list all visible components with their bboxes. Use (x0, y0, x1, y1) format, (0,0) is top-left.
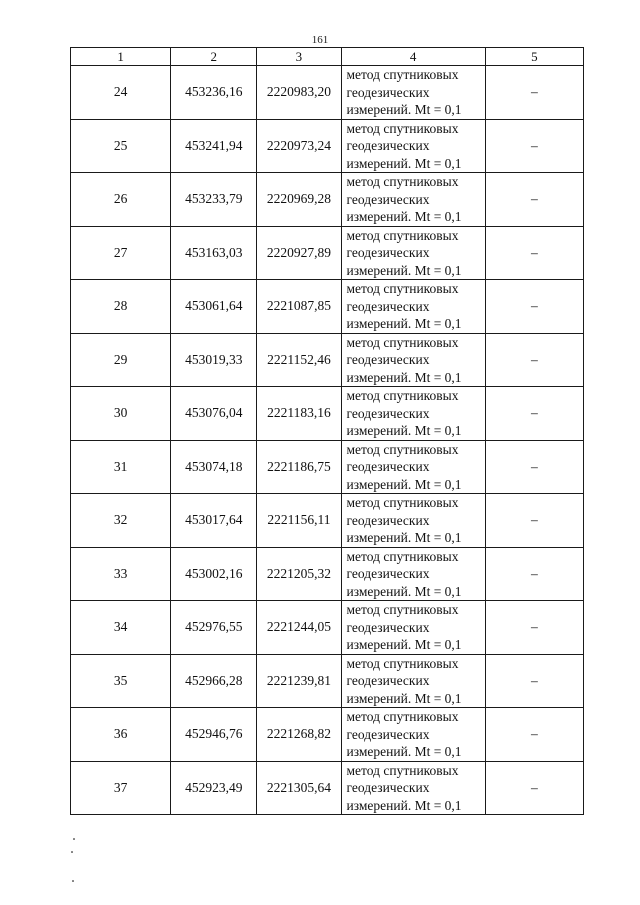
method-text-line: метод спутниковых (346, 388, 459, 403)
point-number-cell: 24 (71, 66, 171, 120)
method-text-line: метод спутниковых (346, 120, 459, 136)
method-text-line: геодезических (346, 566, 430, 581)
note-cell: – (485, 654, 583, 708)
method-text-line: измерений. Mt = 0,1 (346, 262, 462, 278)
table-row (71, 440, 584, 494)
method-text-line: измерений. Mt = 0,1 (346, 476, 462, 492)
method-cell (341, 119, 485, 173)
x-coordinate-cell: 453061,64 (171, 280, 257, 334)
point-number-cell: 25 (71, 119, 171, 173)
y-coordinate-cell: 2221239,81 (257, 654, 341, 708)
note-cell: – (485, 547, 583, 601)
method-text-line: геодезических (346, 512, 430, 528)
point-number-cell: 32 (71, 494, 171, 548)
y-coordinate-cell: 2221205,32 (257, 547, 341, 601)
y-coordinate-cell: 2221305,64 (257, 761, 341, 815)
y-coordinate-cell: 2220983,20 (257, 66, 341, 120)
table-row (71, 387, 584, 441)
table-row (71, 66, 584, 120)
x-coordinate-cell: 453076,04 (171, 387, 257, 441)
y-coordinate-cell: 2220973,24 (257, 119, 341, 173)
point-number-cell: 34 (71, 601, 171, 655)
method-text-line: метод спутниковых (346, 655, 459, 671)
method-text-line: метод спутниковых (346, 281, 459, 296)
x-coordinate-cell: 452946,76 (171, 708, 257, 762)
method-text-line: геодезических (346, 298, 430, 314)
method-text-line: метод спутниковых (346, 334, 459, 350)
x-coordinate-cell: 452976,55 (171, 601, 257, 655)
method-cell (341, 173, 485, 227)
method-text-line: метод спутниковых (346, 548, 459, 564)
x-coordinate-cell: 452923,49 (171, 761, 257, 815)
method-text-line: метод спутниковых (346, 709, 459, 724)
method-text-line: метод спутниковых (346, 441, 459, 457)
note-cell: – (485, 761, 583, 815)
method-text-line: геодезических (346, 138, 430, 153)
page-number: 161 (311, 34, 329, 46)
note-cell: – (485, 708, 583, 762)
column-header-5: 5 (485, 48, 583, 66)
table-row (71, 601, 584, 655)
note-cell: – (485, 601, 583, 655)
y-coordinate-cell: 2221087,85 (257, 280, 341, 334)
method-cell (341, 547, 485, 601)
x-coordinate-cell: 453074,18 (171, 440, 257, 494)
note-cell: – (485, 387, 583, 441)
method-text-line: метод спутниковых (346, 227, 459, 243)
table-row (71, 226, 584, 280)
table-row (71, 708, 584, 762)
point-number-cell: 29 (71, 333, 171, 387)
method-text-line: геодезических (346, 84, 430, 100)
x-coordinate-cell: 453236,16 (171, 66, 257, 120)
method-text-line: метод спутниковых (346, 67, 459, 82)
table-row (71, 547, 584, 601)
note-cell: – (485, 119, 583, 173)
column-header-1: 1 (71, 48, 171, 66)
method-text-line: измерений. Mt = 0,1 (346, 155, 462, 171)
x-coordinate-cell: 453019,33 (171, 333, 257, 387)
column-header-4: 4 (341, 48, 485, 66)
scan-speck (72, 880, 74, 882)
table-row (71, 761, 584, 815)
table-row (71, 494, 584, 548)
y-coordinate-cell: 2221244,05 (257, 601, 341, 655)
x-coordinate-cell: 453241,94 (171, 119, 257, 173)
method-text-line: метод спутниковых (346, 762, 459, 778)
method-text-line: измерений. Mt = 0,1 (346, 637, 462, 652)
point-number-cell: 27 (71, 226, 171, 280)
x-coordinate-cell: 453163,03 (171, 226, 257, 280)
y-coordinate-cell: 2221183,16 (257, 387, 341, 441)
table-body (71, 66, 584, 815)
column-header-2: 2 (171, 48, 257, 66)
method-cell (341, 66, 485, 120)
table-row (71, 654, 584, 708)
method-text-line: измерений. Mt = 0,1 (346, 744, 462, 759)
method-cell (341, 601, 485, 655)
header-row (71, 48, 584, 66)
method-text-line: измерений. Mt = 0,1 (346, 583, 462, 599)
table-row (71, 119, 584, 173)
scan-speck (71, 851, 73, 853)
method-cell (341, 387, 485, 441)
method-text-line: геодезических (346, 191, 430, 207)
method-text-line: геодезических (346, 245, 430, 260)
method-text-line: метод спутниковых (346, 174, 459, 189)
y-coordinate-cell: 2220969,28 (257, 173, 341, 227)
method-text-line: измерений. Mt = 0,1 (346, 423, 462, 438)
method-text-line: измерений. Mt = 0,1 (346, 369, 462, 385)
method-text-line: геодезических (346, 459, 430, 474)
table-row (71, 173, 584, 227)
method-cell (341, 280, 485, 334)
table-row (71, 280, 584, 334)
point-number-cell: 28 (71, 280, 171, 334)
note-cell: – (485, 494, 583, 548)
note-cell: – (485, 66, 583, 120)
method-text-line: геодезических (346, 352, 430, 367)
table-row (71, 333, 584, 387)
coordinates-table (70, 47, 584, 815)
method-cell (341, 440, 485, 494)
method-text-line: геодезических (346, 619, 430, 635)
point-number-cell: 26 (71, 173, 171, 227)
scan-speck (73, 838, 75, 840)
method-text-line: метод спутниковых (346, 495, 459, 510)
method-cell (341, 654, 485, 708)
table-header (71, 48, 584, 66)
method-text-line: геодезических (346, 780, 430, 795)
point-number-cell: 35 (71, 654, 171, 708)
method-cell (341, 226, 485, 280)
method-cell (341, 761, 485, 815)
point-number-cell: 31 (71, 440, 171, 494)
note-cell: – (485, 333, 583, 387)
method-text-line: геодезических (346, 673, 430, 688)
note-cell: – (485, 280, 583, 334)
y-coordinate-cell: 2221152,46 (257, 333, 341, 387)
method-text-line: измерений. Mt = 0,1 (346, 690, 462, 706)
method-cell (341, 708, 485, 762)
x-coordinate-cell: 453017,64 (171, 494, 257, 548)
column-header-3: 3 (257, 48, 341, 66)
method-text-line: геодезических (346, 726, 430, 742)
method-text-line: геодезических (346, 405, 430, 421)
method-cell (341, 333, 485, 387)
method-text-line: измерений. Mt = 0,1 (346, 102, 462, 117)
method-text-line: метод спутниковых (346, 602, 459, 617)
point-number-cell: 36 (71, 708, 171, 762)
y-coordinate-cell: 2221268,82 (257, 708, 341, 762)
method-text-line: измерений. Mt = 0,1 (346, 530, 462, 545)
y-coordinate-cell: 2221186,75 (257, 440, 341, 494)
note-cell: – (485, 173, 583, 227)
y-coordinate-cell: 2221156,11 (257, 494, 341, 548)
x-coordinate-cell: 453002,16 (171, 547, 257, 601)
x-coordinate-cell: 452966,28 (171, 654, 257, 708)
method-text-line: измерений. Mt = 0,1 (346, 209, 462, 224)
note-cell: – (485, 440, 583, 494)
point-number-cell: 30 (71, 387, 171, 441)
method-text-line: измерений. Mt = 0,1 (346, 316, 462, 331)
method-cell (341, 494, 485, 548)
y-coordinate-cell: 2220927,89 (257, 226, 341, 280)
note-cell: – (485, 226, 583, 280)
x-coordinate-cell: 453233,79 (171, 173, 257, 227)
point-number-cell: 33 (71, 547, 171, 601)
method-text-line: измерений. Mt = 0,1 (346, 797, 462, 813)
point-number-cell: 37 (71, 761, 171, 815)
